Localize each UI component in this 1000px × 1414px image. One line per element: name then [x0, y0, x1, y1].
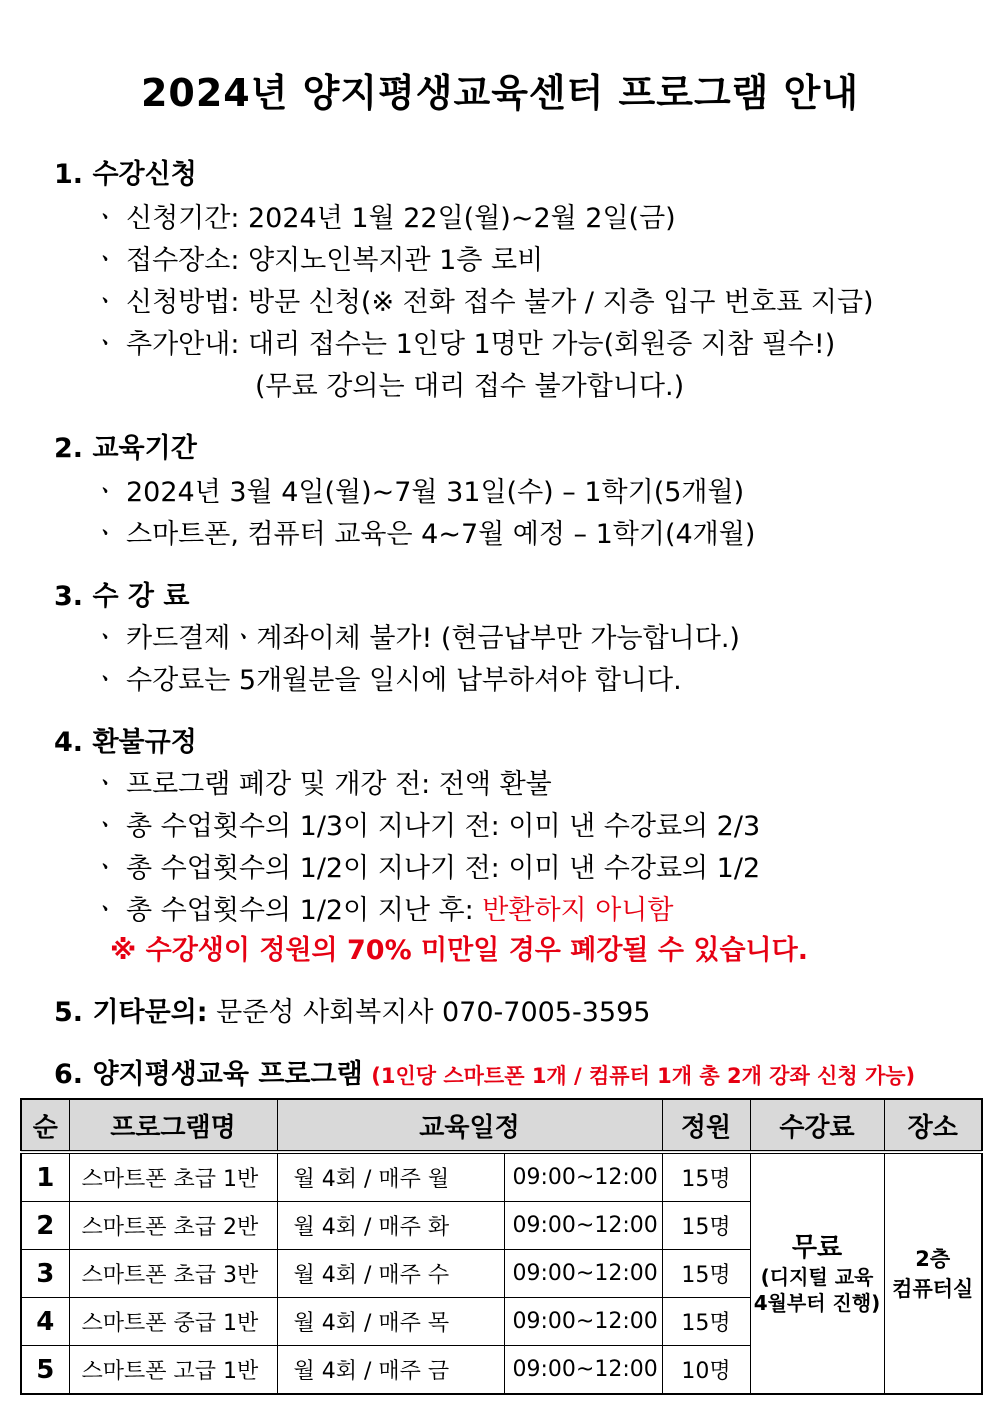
section-1-heading: 1. 수강신청	[54, 159, 197, 190]
section-4-heading: 4. 환불규정	[54, 727, 197, 758]
fee-note-2: 4월부터 진행)	[753, 1290, 881, 1315]
row-time: 09:00~12:00	[504, 1152, 662, 1202]
row-time: 09:00~12:00	[504, 1298, 662, 1346]
contact-value: 문준성 사회복지사 070-7005-3595	[216, 997, 651, 1028]
s1-item: ㆍ 추가안내: 대리 접수는 1인당 1명만 가능(회원증 지참 필수!)	[92, 329, 836, 360]
no-refund-text: 반환하지 아니함	[482, 895, 674, 926]
section-3-heading: 3. 수 강 료	[54, 581, 190, 612]
s4-item: ㆍ 총 수업횟수의 1/2이 지난 후: 반환하지 아니함	[92, 895, 674, 926]
s4-item: ㆍ 총 수업횟수의 1/3이 지나기 전: 이미 낸 수강료의 2/3	[92, 811, 761, 842]
section-6-heading-line	[54, 1052, 915, 1091]
section-2-heading: 2. 교육기간	[54, 433, 197, 464]
place-room: 컴퓨터실	[892, 1276, 974, 1301]
fee-main: 무료	[791, 1232, 843, 1263]
row-capacity: 15명	[662, 1152, 750, 1202]
place-floor: 2층	[915, 1246, 951, 1271]
row-capacity: 10명	[662, 1346, 750, 1395]
fee-note-1: (디지털 교육	[760, 1264, 874, 1289]
place-cell	[884, 1152, 982, 1394]
row-schedule: 월 4회 / 매주 수	[277, 1250, 504, 1298]
fee-cell	[750, 1152, 884, 1394]
s1-continuation: (무료 강의는 대리 접수 불가합니다.)	[255, 371, 685, 402]
s1-item: ㆍ 신청방법: 방문 신청(※ 전화 접수 불가 / 지층 입구 번호표 지급)	[92, 287, 874, 318]
page-title: 2024년 양지평생교육센터 프로그램 안내	[140, 71, 860, 115]
section-5-heading: 5. 기타문의:	[54, 997, 208, 1028]
row-capacity: 15명	[662, 1298, 750, 1346]
s4-item: ㆍ 총 수업횟수의 1/2이 지나기 전: 이미 낸 수강료의 1/2	[92, 853, 761, 884]
row-schedule: 월 4회 / 매주 목	[277, 1298, 504, 1346]
row-no: 1	[21, 1152, 69, 1202]
row-no: 2	[21, 1202, 69, 1250]
section-6-note: (1인당 스마트폰 1개 / 컴퓨터 1개 총 2개 강좌 신청 가능)	[371, 1064, 916, 1088]
row-program-name: 스마트폰 고급 1반	[69, 1346, 277, 1395]
closure-notice: ※ 수강생이 정원의 70% 미만일 경우 폐강될 수 있습니다.	[110, 935, 808, 966]
col-header-name: 프로그램명	[69, 1099, 277, 1152]
col-header-place: 장소	[884, 1099, 982, 1152]
row-capacity: 15명	[662, 1250, 750, 1298]
contact-line	[54, 990, 650, 1029]
row-schedule: 월 4회 / 매주 화	[277, 1202, 504, 1250]
table-header-row	[21, 1099, 982, 1152]
row-program-name: 스마트폰 초급 2반	[69, 1202, 277, 1250]
s3-item: ㆍ 수강료는 5개월분을 일시에 납부하셔야 합니다.	[92, 665, 682, 696]
s4-item: ㆍ 프로그램 폐강 및 개강 전: 전액 환불	[92, 769, 552, 800]
row-no: 3	[21, 1250, 69, 1298]
row-no: 4	[21, 1298, 69, 1346]
row-time: 09:00~12:00	[504, 1202, 662, 1250]
col-header-capacity: 정원	[662, 1099, 750, 1152]
section-6-heading: 6. 양지평생교육 프로그램	[54, 1059, 363, 1090]
row-no: 5	[21, 1346, 69, 1395]
s1-item: ㆍ 신청기간: 2024년 1월 22일(월)~2월 2일(금)	[92, 203, 676, 234]
s2-item: ㆍ 2024년 3월 4일(월)~7월 31일(수) – 1학기(5개월)	[92, 477, 745, 508]
s2-item: ㆍ 스마트폰, 컴퓨터 교육은 4~7월 예정 – 1학기(4개월)	[92, 519, 756, 550]
row-capacity: 15명	[662, 1202, 750, 1250]
program-table	[20, 1098, 983, 1395]
row-schedule: 월 4회 / 매주 월	[277, 1152, 504, 1202]
row-program-name: 스마트폰 초급 3반	[69, 1250, 277, 1298]
s1-item: ㆍ 접수장소: 양지노인복지관 1층 로비	[92, 245, 544, 276]
row-time: 09:00~12:00	[504, 1346, 662, 1395]
col-header-schedule: 교육일정	[277, 1099, 662, 1152]
row-schedule: 월 4회 / 매주 금	[277, 1346, 504, 1395]
s3-item: ㆍ 카드결제ㆍ계좌이체 불가! (현금납부만 가능합니다.)	[92, 623, 740, 654]
row-program-name: 스마트폰 초급 1반	[69, 1152, 277, 1202]
col-header-no: 순	[21, 1099, 69, 1152]
row-program-name: 스마트폰 중급 1반	[69, 1298, 277, 1346]
col-header-fee: 수강료	[750, 1099, 884, 1152]
table-row	[21, 1152, 982, 1202]
row-time: 09:00~12:00	[504, 1250, 662, 1298]
